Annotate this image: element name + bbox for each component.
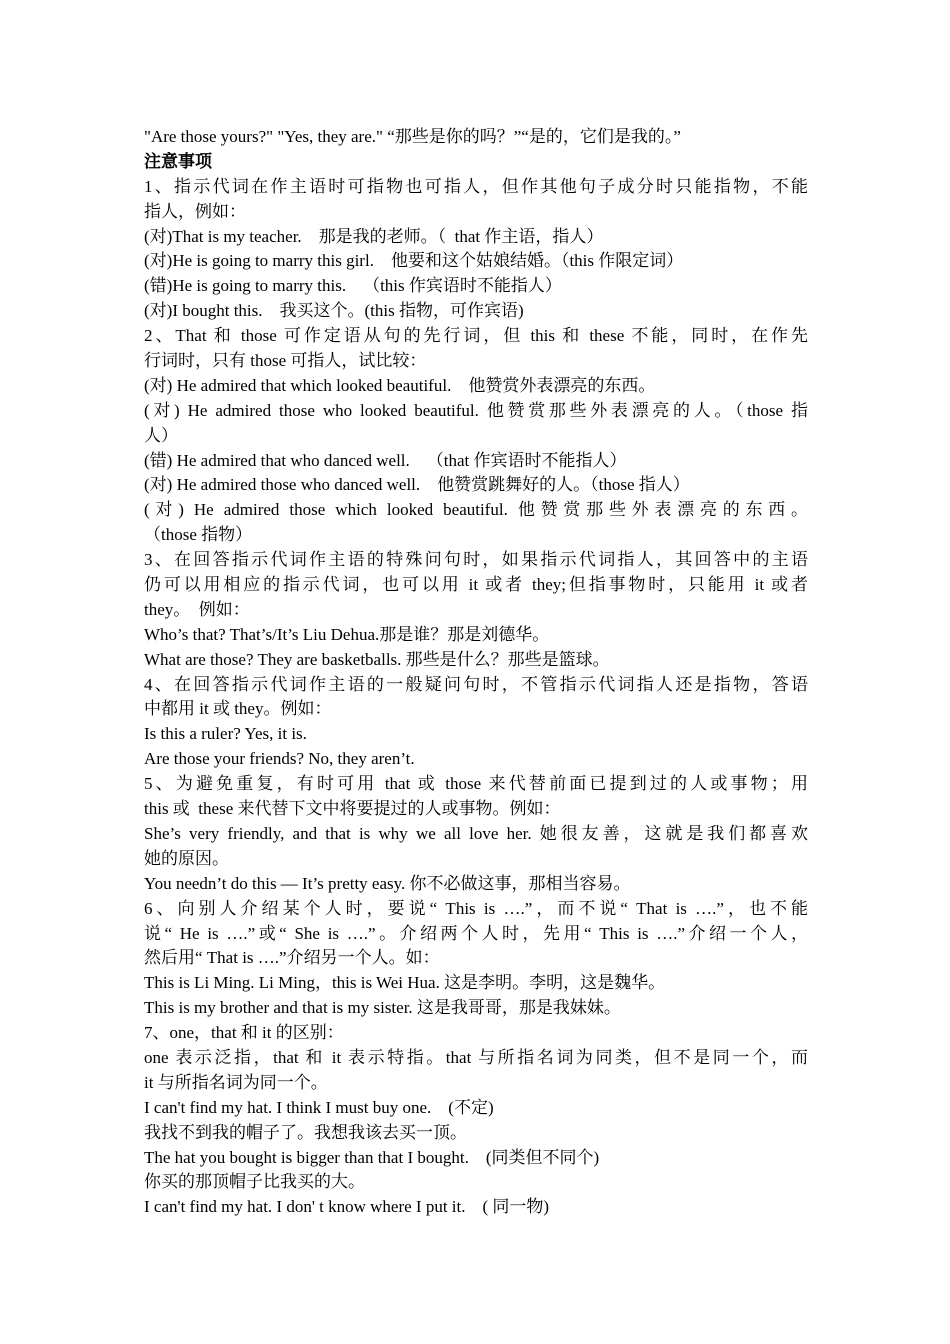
section-heading: 注意事项: [144, 151, 212, 171]
text-line: She’s very friendly, and that is why we all love her. 她很友善，这就是我们都喜欢: [144, 823, 808, 843]
text-line: (对) He admired those which looked beautiful. 他赞赏那些外表漂亮的东西。: [144, 500, 808, 520]
text-line: 5、为避免重复，有时可用 that 或 those 来代替前面已提到过的人或事物；用: [144, 774, 808, 794]
text-line: Who’s that? That’s/It’s Liu Dehua.那是谁？那是刘德华。: [144, 624, 550, 644]
text-line: "Are those yours?" "Yes, they are." “那些是你的吗？”“是的，它们是我的。”: [144, 127, 681, 146]
text-line: 4、在回答指示代词作主语的一般疑问句时，不管指示代词指人还是指物，答语: [144, 674, 808, 694]
text-line: 指人，例如：: [144, 201, 246, 221]
text-line: 你买的那顶帽子比我买的大。: [144, 1172, 365, 1192]
text-line: 然后用“ That is ….”介绍另一个人。如：: [144, 948, 440, 968]
text-line: they。 例如：: [144, 599, 250, 619]
text-line: one 表示泛指，that 和 it 表示特指。that 与所指名词为同类，但不是同一个，而: [144, 1047, 808, 1067]
text-line: it 与所指名词为同一个。: [144, 1072, 328, 1092]
text-line: I can't find my hat. I don' t know where I put it. ( 同一物): [144, 1197, 550, 1217]
text-line: This is my brother and that is my sister. 这是我哥哥，那是我妹妹。: [144, 998, 621, 1018]
text-line: 我找不到我的帽子了。我想我该去买一顶。: [144, 1122, 467, 1142]
text-line: (对)I bought this. 我买这个。(this 指物，可作宾语): [144, 301, 524, 321]
text-line: The hat you bought is bigger than that I bought. (同类但不同个): [144, 1147, 600, 1167]
text-line: This is Li Ming. Li Ming，this is Wei Hua. 这是李明。李明，这是魏华。: [144, 973, 666, 993]
text-line: (对)That is my teacher. 那是我的老师。（ that 作主语，指人）: [144, 226, 604, 246]
text-line: 1、指示代词在作主语时可指物也可指人，但作其他句子成分时只能指物，不能: [144, 176, 808, 196]
text-line: 中都用 it 或 they。例如：: [144, 699, 332, 719]
text-line: 仍可以用相应的指示代词，也可以用 it 或者 they;但指事物时，只能用 it 或者: [144, 575, 808, 595]
text-line: 6、向别人介绍某个人时，要说“ This is ….”，而不说“ That is ….”，也不能: [144, 898, 808, 918]
text-line: You needn’t do this — It’s pretty easy. 你不必做这事，那相当容易。: [144, 873, 631, 893]
text-line: 3、在回答指示代词作主语的特殊问句时，如果指示代词指人，其回答中的主语: [144, 550, 808, 570]
text-line: 7、one，that 和 it 的区别：: [144, 1023, 344, 1043]
text-line: （those 指物）: [144, 525, 253, 545]
text-line: (对) He admired those who looked beautiful. 他赞赏那些外表漂亮的人。（those 指: [144, 400, 808, 420]
text-line: I can't find my hat. I think I must buy one. (不定): [144, 1097, 494, 1117]
text-line: 2、That 和 those 可作定语从句的先行词，但 this 和 these 不能，同时，在作先: [144, 326, 808, 346]
text-line: (错)He is going to marry this. （this 作宾语时不能指人）: [144, 276, 562, 296]
text-line: (对)He is going to marry this girl. 他要和这个姑娘结婚。（this 作限定词）: [144, 251, 684, 271]
text-line: 她的原因。: [144, 848, 229, 868]
document-body: [144, 125, 808, 1220]
text-line: What are those? They are basketballs. 那些是什么？那些是篮球。: [144, 649, 610, 669]
text-line: this 或 these 来代替下文中将要提过的人或事物。例如：: [144, 799, 561, 819]
text-line: 说“ He is ….”或“ She is ….”。介绍两个人时，先用“ This is ….”介绍一个人，: [144, 923, 808, 943]
text-line: Are those your friends? No, they aren’t.: [144, 749, 415, 769]
text-line: (对) He admired that which looked beautiful. 他赞赏外表漂亮的东西。: [144, 375, 656, 395]
text-line: 人）: [144, 425, 178, 445]
text-line: (对) He admired those who danced well. 他赞赏跳舞好的人。（those 指人）: [144, 475, 690, 495]
text-line: Is this a ruler? Yes, it is.: [144, 724, 307, 744]
text-line: 行词时，只有 those 可指人，试比较：: [144, 351, 427, 371]
text-line: (错) He admired that who danced well. （that 作宾语时不能指人）: [144, 450, 627, 470]
